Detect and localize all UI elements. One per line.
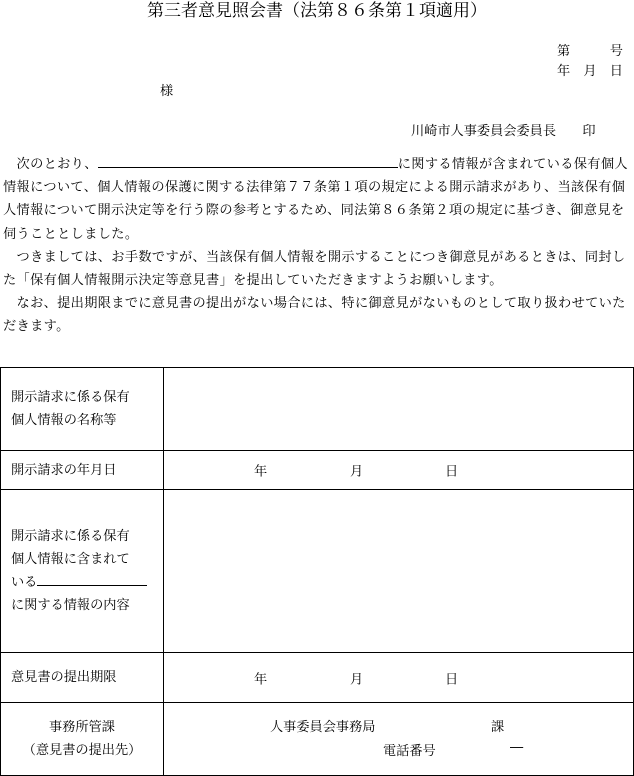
info-name-field[interactable]: [164, 368, 634, 451]
phone-label: 電話番号: [383, 744, 436, 759]
paragraph-1-suffix: に関する情報が含まれている保有個人情報について、個人情報の保護に関する法律第７７条第１項の規定による開示請求があり、当該保有個人情報について開示決定等を行う際の参考とするため、同法第８６条第２項の規定に基づき、御意見を伺うこととしました。: [3, 157, 628, 242]
office-section: 課: [491, 720, 505, 735]
day-label: 日: [445, 672, 459, 687]
sender-line: 川崎市人事委員会委員長 印: [411, 124, 596, 139]
document-date: 年 月 日: [557, 64, 623, 79]
office-field: [164, 703, 634, 776]
label-text: 開示請求に係る保有: [11, 390, 130, 405]
paragraph-3: なお、提出期限までに意見書の提出がない場合には、特に御意見がないものとして取り扱わせていただきます。: [3, 296, 626, 335]
label-cell: [1, 490, 164, 653]
label-text: 開示請求に係る保有: [11, 529, 130, 544]
year-label: 年: [254, 464, 268, 480]
info-table: [0, 367, 634, 776]
addressee-suffix: 様: [160, 84, 174, 99]
paragraph-1-prefix: 次のとおり、: [3, 157, 98, 172]
label-cell: 開示請求の年月日: [1, 451, 164, 490]
office-name: 人事委員会事務局: [270, 720, 376, 735]
fill-in-blank[interactable]: [37, 572, 147, 586]
label-cell: [1, 368, 164, 451]
label-prefix: いる: [11, 575, 38, 590]
label-text: [11, 571, 163, 594]
label-text: （意見書の提出先）: [22, 743, 142, 758]
table-row: [1, 451, 634, 490]
body-text: [3, 153, 634, 339]
month-label: 月: [350, 672, 364, 687]
label-text: 事務所管課: [49, 720, 115, 735]
table-row: [1, 368, 634, 451]
phone-dash: ―: [510, 740, 524, 755]
label-cell: [1, 703, 164, 776]
document-title: 第三者意見照会書（法第８６条第１項適用）: [147, 1, 487, 21]
label-cell: 意見書の提出期限: [1, 653, 164, 703]
info-content-field[interactable]: [164, 490, 634, 653]
deadline-date-field[interactable]: [164, 653, 634, 703]
label-text: 個人情報の名称等: [11, 413, 117, 428]
year-label: 年: [254, 672, 268, 687]
table-row: [1, 703, 634, 776]
paragraph-1: [3, 153, 634, 246]
label-text: に関する情報の内容: [11, 598, 130, 613]
table-row: [1, 653, 634, 703]
label-text: 個人情報に含まれて: [11, 552, 130, 567]
day-label: 日: [445, 464, 459, 480]
month-label: 月: [350, 464, 364, 480]
document-number: 第 号: [557, 44, 623, 59]
paragraph-2: つきましては、お手数ですが、当該保有個人情報を開示することにつき御意見があるときは、同封した「保有個人情報開示決定等意見書」を提出していただきますようお願いします。: [3, 249, 626, 289]
table-row: [1, 490, 634, 653]
request-date-field[interactable]: [164, 451, 634, 490]
fill-in-blank[interactable]: [98, 153, 398, 168]
